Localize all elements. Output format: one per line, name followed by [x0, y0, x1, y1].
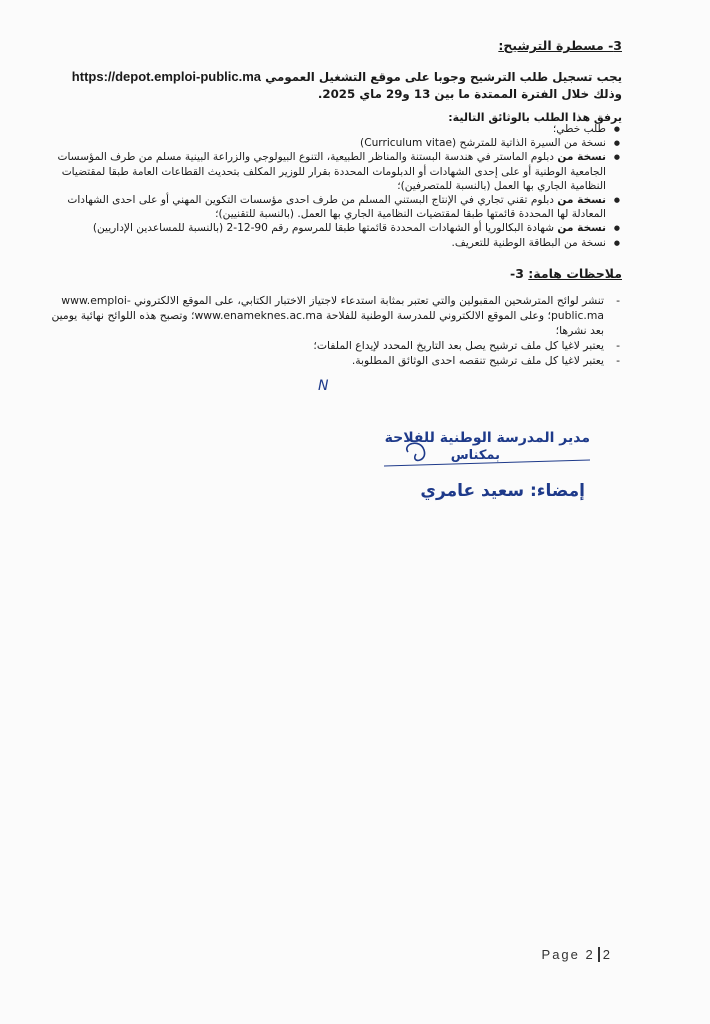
attachment-item-bold: نسخة من [557, 222, 606, 235]
attachment-item [50, 150, 606, 193]
page-footer [542, 947, 612, 962]
attachment-item-text: طلب خطي؛ [552, 123, 606, 135]
notes-title: ملاحظات هامة: [528, 266, 622, 281]
note-item: - يعتبر لاغيا كل ملف ترشيح تنقصه احدى الوثائق المطلوبة. [50, 353, 604, 368]
application-text-2: وذلك خلال الفترة الممتدة ما بين 13 و29 ماي 2025. [317, 87, 622, 101]
section-heading: 3- مسطرة الترشيح: [498, 38, 622, 53]
attachment-item [50, 193, 606, 221]
note-item: - تنشر لوائح المترشحين المقبولين والتي تعتبر بمثابة استدعاء لاجتياز الاختبار الكتابي، على الموقع الالكتروني www.emploi-public.ma؛ وعلى الموقع الالكتروني للمدرسة الوطنية للفلاحة www.enameknes.ac.ma؛ وتصبح هذه اللوائح نهائية يومين بعد نشرها؛ [50, 293, 604, 338]
attachment-item [50, 136, 606, 150]
director-stamp [380, 418, 595, 513]
attachment-item-text: شهادة البكالوريا أو الشهادات المحددة قائمتها طبقا للمرسوم رقم 90-12-2 (بالنسبة للمساعدين الإداريين) [92, 222, 558, 235]
attachment-item-text: دبلوم تقني تجاري في الإنتاج البستني المسلم من طرف احدى مؤسسات التكوين المهني أو على احدى الشهادات المعادلة لها المحددة قائمتها طبقا لمقتضيات النظامية الجاري بها العمل. (بالنسبة للتقنيين)؛ [67, 194, 606, 221]
attachments-list [50, 122, 622, 250]
depot-url-link[interactable]: https://depot.emploi-public.ma [71, 69, 262, 84]
stamp-signature: إمضاء: سعيد عامري [420, 481, 585, 501]
attachment-item [50, 221, 606, 235]
application-text-1: يجب تسجيل طلب الترشيح وجوبا على موقع التشغيل العمومي [261, 70, 622, 84]
initials-mark: N [318, 378, 329, 394]
stamp-city: بمكناس [450, 448, 500, 463]
footer-current-page: 2 [585, 947, 595, 962]
attachment-item [50, 122, 606, 136]
attachment-item-text: دبلوم الماستر في هندسة البستنة والمناظر الطبيعية، التنوع البيولوجي والزراعة البينية مسلم من طرف المؤسسات الجامعية الوطنية أو على إحدى الشهادات أو الدبلومات المحددة بقرار للوزير المكلف بتحديث القطاعات العامة طبقا لمقتضيات النظامية الجاري بها العمل (بالنسبة للمتصرفين)؛ [57, 151, 606, 192]
attachment-item-text: نسخة من البطاقة الوطنية للتعريف. [451, 236, 606, 249]
footer-separator [598, 947, 600, 962]
notes-list [50, 293, 622, 368]
footer-total-pages: 2 [602, 947, 612, 962]
attachment-item-bold: نسخة من [557, 151, 606, 164]
footer-page-word: Page [541, 947, 580, 962]
stamp-title: مدير المدرسة الوطنية للفلاحة [384, 430, 590, 446]
attachment-item-bold: نسخة من [557, 194, 606, 207]
attachment-item [50, 236, 606, 250]
attachment-item-text: نسخة من السيرة الذاتية للمترشح (Curriculum vitae) [360, 137, 606, 150]
note-item: - يعتبر لاغيا كل ملف ترشيح يصل بعد التاريخ المحدد لإيداع الملفات؛ [50, 338, 604, 353]
attachments-label: يرفق هذا الطلب بالوثائق التالية: [448, 111, 622, 124]
notes-number: 3- [510, 266, 524, 281]
notes-heading [510, 266, 622, 281]
application-paragraph [50, 68, 622, 103]
